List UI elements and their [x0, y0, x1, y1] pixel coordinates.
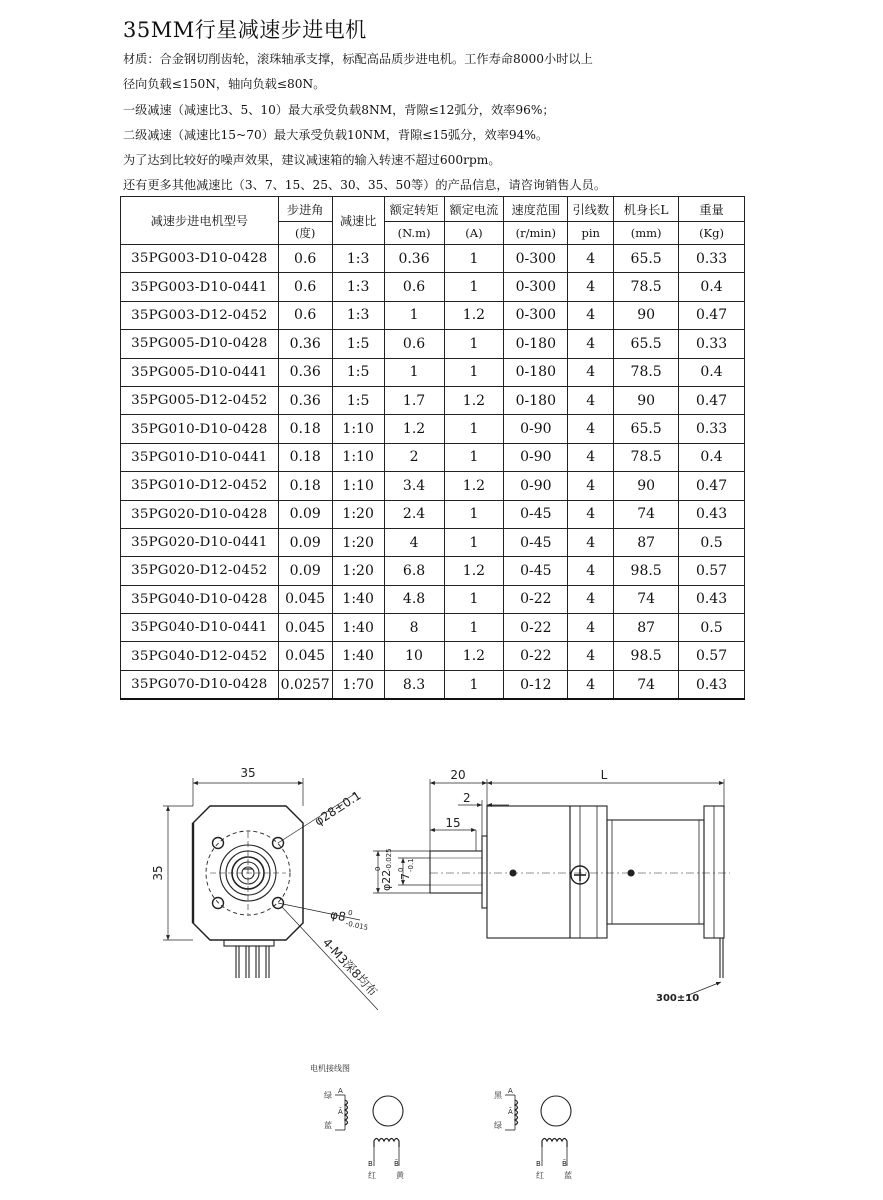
dim-side-20: 20: [450, 768, 466, 782]
unit-leads: pin: [568, 222, 614, 245]
cell-rated-current: 1: [444, 358, 504, 386]
unit-current: (A): [444, 222, 504, 245]
unit-step-angle: (度): [278, 222, 332, 245]
wiring-left-bbar-color: 黄: [396, 1171, 404, 1180]
cell-speed-range: 0-180: [504, 386, 568, 414]
dim-front-width: 35: [240, 766, 256, 780]
cell-rated-torque: 0.6: [384, 330, 444, 358]
cell-ratio: 1:10: [332, 443, 384, 471]
cell-ratio: 1:5: [332, 386, 384, 414]
cell-step-angle: 0.6: [278, 245, 332, 273]
wiring-title: 电机接线图: [310, 1064, 350, 1073]
dim-front-height: 35: [151, 865, 165, 881]
cell-model: 35PG003-D12-0452: [121, 301, 279, 329]
cell-model: 35PG010-D10-0441: [121, 443, 279, 471]
cell-step-angle: 0.18: [278, 415, 332, 443]
dim-flat-tol-lower: -0.1: [407, 858, 415, 872]
header-speed-range: 速度范围: [504, 197, 568, 222]
cell-speed-range: 0-22: [504, 642, 568, 670]
cell-leads: 4: [568, 443, 614, 471]
cell-leads: 4: [568, 585, 614, 613]
cell-step-angle: 0.045: [278, 614, 332, 642]
spec-line-material: 材质：合金钢切削齿轮，滚珠轴承支撑，标配高品质步进电机。工作寿命8000小时以上: [123, 52, 593, 66]
header-step-angle: 步进角: [278, 197, 332, 222]
dim-shaft-tol-upper: 0: [374, 866, 382, 871]
wiring-right-abar-color: 绿: [494, 1121, 502, 1130]
cell-body-length: 74: [614, 500, 679, 528]
header-weight: 重量: [679, 197, 745, 222]
cell-rated-current: 1: [444, 273, 504, 301]
cell-leads: 4: [568, 670, 614, 699]
cell-speed-range: 0-300: [504, 273, 568, 301]
dim-pcd: φ28±0.1: [312, 788, 364, 829]
cell-rated-current: 1: [444, 614, 504, 642]
cell-ratio: 1:70: [332, 670, 384, 699]
cell-rated-torque: 0.6: [384, 273, 444, 301]
cell-model: 35PG010-D12-0452: [121, 472, 279, 500]
cell-rated-current: 1: [444, 415, 504, 443]
cell-leads: 4: [568, 472, 614, 500]
cell-body-length: 98.5: [614, 557, 679, 585]
cell-leads: 4: [568, 330, 614, 358]
cell-leads: 4: [568, 614, 614, 642]
cell-step-angle: 0.36: [278, 386, 332, 414]
spec-line-stage2: 二级减速（减速比15~70）最大承受负载10NM，背隙≤15弧分，效率94%。: [123, 128, 549, 142]
cell-body-length: 90: [614, 472, 679, 500]
cell-speed-range: 0-180: [504, 330, 568, 358]
cell-ratio: 1:40: [332, 642, 384, 670]
cell-body-length: 74: [614, 585, 679, 613]
cell-step-angle: 0.045: [278, 642, 332, 670]
cell-rated-current: 1.2: [444, 386, 504, 414]
cell-speed-range: 0-90: [504, 443, 568, 471]
cell-step-angle: 0.18: [278, 443, 332, 471]
cell-rated-current: 1: [444, 585, 504, 613]
cell-body-length: 78.5: [614, 358, 679, 386]
wiring-left-abar: Ā: [338, 1108, 343, 1116]
cell-weight: 0.33: [679, 415, 745, 443]
cell-body-length: 65.5: [614, 330, 679, 358]
cell-speed-range: 0-45: [504, 528, 568, 556]
wiring-left-a: A: [338, 1087, 343, 1095]
cell-ratio: 1:40: [332, 614, 384, 642]
cell-rated-current: 1.2: [444, 557, 504, 585]
cell-rated-torque: 1: [384, 301, 444, 329]
wiring-right-b: B: [536, 1160, 541, 1168]
wiring-right-a-color: 黑: [494, 1091, 502, 1100]
cell-rated-current: 1: [444, 245, 504, 273]
unit-weight: (Kg): [679, 222, 745, 245]
wiring-right-abar: Ā: [508, 1108, 513, 1116]
cell-model: 35PG040-D10-0441: [121, 614, 279, 642]
cell-rated-torque: 0.36: [384, 245, 444, 273]
cell-model: 35PG003-D10-0428: [121, 245, 279, 273]
spec-line-noise: 为了达到比较好的噪声效果，建议减速箱的输入转速不超过600rpm。: [123, 153, 501, 167]
wiring-left-abar-color: 蓝: [324, 1121, 332, 1130]
cell-ratio: 1:5: [332, 330, 384, 358]
header-rated-current: 额定电流: [444, 197, 504, 222]
cell-ratio: 1:3: [332, 273, 384, 301]
cell-model: 35PG020-D10-0428: [121, 500, 279, 528]
cell-weight: 0.43: [679, 585, 745, 613]
wiring-right-b-color: 红: [536, 1171, 544, 1180]
cell-model: 35PG010-D10-0428: [121, 415, 279, 443]
cell-model: 35PG005-D10-0441: [121, 358, 279, 386]
cell-body-length: 98.5: [614, 642, 679, 670]
dim-shaft-tol-lower: -0.025: [385, 848, 393, 871]
cell-weight: 0.33: [679, 330, 745, 358]
cell-ratio: 1:20: [332, 557, 384, 585]
cell-leads: 4: [568, 273, 614, 301]
wiring-left-b: B: [368, 1160, 373, 1168]
spec-line-load: 径向负载≤150N，轴向负载≤80N。: [123, 77, 326, 91]
cell-rated-torque: 2.4: [384, 500, 444, 528]
header-model: 减速步进电机型号: [121, 197, 279, 245]
cell-rated-torque: 1.2: [384, 415, 444, 443]
cell-model: 35PG020-D10-0441: [121, 528, 279, 556]
cell-leads: 4: [568, 500, 614, 528]
cell-rated-current: 1.2: [444, 642, 504, 670]
cell-weight: 0.5: [679, 614, 745, 642]
cell-model: 35PG005-D10-0428: [121, 330, 279, 358]
front-view: [163, 778, 378, 1010]
dim-side-15: 15: [445, 816, 461, 830]
cell-rated-current: 1.2: [444, 301, 504, 329]
cell-body-length: 87: [614, 528, 679, 556]
cell-speed-range: 0-300: [504, 301, 568, 329]
cell-ratio: 1:10: [332, 415, 384, 443]
wiring-right-a: A: [508, 1087, 513, 1095]
unit-length: (mm): [614, 222, 679, 245]
wiring-left-a-color: 绿: [324, 1091, 332, 1100]
dim-side-L: L: [600, 768, 608, 782]
cell-weight: 0.33: [679, 245, 745, 273]
wiring-left-b-color: 红: [368, 1171, 376, 1180]
cell-body-length: 65.5: [614, 415, 679, 443]
dim-flat-tol-upper: 0: [397, 867, 405, 872]
cell-ratio: 1:40: [332, 585, 384, 613]
unit-torque: (N.m): [384, 222, 444, 245]
wiring-left-bbar: B̄: [394, 1160, 399, 1168]
cell-model: 35PG070-D10-0428: [121, 670, 279, 699]
header-rated-torque: 额定转矩: [384, 197, 444, 222]
cell-leads: 4: [568, 358, 614, 386]
cell-speed-range: 0-45: [504, 500, 568, 528]
cell-step-angle: 0.6: [278, 273, 332, 301]
cell-step-angle: 0.36: [278, 358, 332, 386]
cell-rated-torque: 10: [384, 642, 444, 670]
cell-rated-torque: 3.4: [384, 472, 444, 500]
cell-body-length: 87: [614, 614, 679, 642]
cell-weight: 0.5: [679, 528, 745, 556]
cell-leads: 4: [568, 386, 614, 414]
cell-weight: 0.4: [679, 273, 745, 301]
cell-step-angle: 0.09: [278, 528, 332, 556]
cell-weight: 0.4: [679, 358, 745, 386]
dim-pilot: φ8: [328, 907, 348, 925]
cell-leads: 4: [568, 301, 614, 329]
dim-lead-length: 300±10: [656, 993, 700, 1004]
cell-body-length: 74: [614, 670, 679, 699]
unit-speed: (r/min): [504, 222, 568, 245]
cell-rated-torque: 6.8: [384, 557, 444, 585]
cell-body-length: 78.5: [614, 273, 679, 301]
cell-ratio: 1:5: [332, 358, 384, 386]
dim-flat: 7: [399, 873, 412, 880]
cell-ratio: 1:20: [332, 528, 384, 556]
cell-body-length: 90: [614, 301, 679, 329]
cell-rated-torque: 4: [384, 528, 444, 556]
cell-speed-range: 0-12: [504, 670, 568, 699]
cell-rated-torque: 4.8: [384, 585, 444, 613]
dim-pilot-tol-upper: 0: [347, 908, 354, 918]
cell-rated-current: 1.2: [444, 472, 504, 500]
cell-weight: 0.4: [679, 443, 745, 471]
cell-model: 35PG005-D12-0452: [121, 386, 279, 414]
cell-speed-range: 0-180: [504, 358, 568, 386]
cell-model: 35PG040-D12-0452: [121, 642, 279, 670]
dim-shaft: φ22: [380, 869, 393, 891]
cell-step-angle: 0.09: [278, 500, 332, 528]
wiring-right-bbar: B̄: [562, 1160, 567, 1168]
cell-rated-current: 1: [444, 528, 504, 556]
cell-step-angle: 0.0257: [278, 670, 332, 699]
cell-speed-range: 0-22: [504, 614, 568, 642]
cell-leads: 4: [568, 245, 614, 273]
cell-speed-range: 0-22: [504, 585, 568, 613]
wiring-right-bbar-color: 蓝: [564, 1171, 572, 1180]
spec-line-contact: 还有更多其他减速比（3、7、15、25、30、35、50等）的产品信息，请咨询销售人员。: [123, 178, 607, 192]
cell-weight: 0.43: [679, 500, 745, 528]
cell-weight: 0.47: [679, 301, 745, 329]
dim-holes: 4-M3深8均布: [319, 935, 381, 999]
cell-step-angle: 0.045: [278, 585, 332, 613]
spec-line-stage1: 一级减速（减速比3、5、10）最大承受负载8NM，背隙≤12弧分，效率96%；: [123, 103, 555, 117]
cell-rated-current: 1: [444, 443, 504, 471]
cell-body-length: 65.5: [614, 245, 679, 273]
cell-weight: 0.57: [679, 557, 745, 585]
cell-weight: 0.43: [679, 670, 745, 699]
cell-step-angle: 0.36: [278, 330, 332, 358]
cell-speed-range: 0-45: [504, 557, 568, 585]
cell-leads: 4: [568, 557, 614, 585]
cell-ratio: 1:20: [332, 500, 384, 528]
cell-rated-current: 1: [444, 330, 504, 358]
cell-leads: 4: [568, 528, 614, 556]
cell-body-length: 90: [614, 386, 679, 414]
cell-ratio: 1:3: [332, 301, 384, 329]
cell-leads: 4: [568, 415, 614, 443]
cell-step-angle: 0.18: [278, 472, 332, 500]
cell-ratio: 1:10: [332, 472, 384, 500]
cell-rated-current: 1: [444, 670, 504, 699]
cell-leads: 4: [568, 642, 614, 670]
cell-rated-current: 1: [444, 500, 504, 528]
cell-rated-torque: 2: [384, 443, 444, 471]
cell-rated-torque: 8.3: [384, 670, 444, 699]
dim-pilot-tol-lower: -0.015: [344, 919, 369, 933]
document-title: 35MM行星减速步进电机: [123, 18, 367, 42]
header-body-length: 机身长L: [614, 197, 679, 222]
cell-weight: 0.47: [679, 386, 745, 414]
cell-rated-torque: 8: [384, 614, 444, 642]
wiring-diagram-right: [505, 1095, 571, 1166]
cell-weight: 0.57: [679, 642, 745, 670]
cell-model: 35PG040-D10-0428: [121, 585, 279, 613]
cell-body-length: 78.5: [614, 443, 679, 471]
cell-model: 35PG020-D12-0452: [121, 557, 279, 585]
side-view: [373, 779, 730, 996]
cell-model: 35PG003-D10-0441: [121, 273, 279, 301]
cell-speed-range: 0-90: [504, 415, 568, 443]
wiring-diagram-left: [335, 1095, 403, 1166]
header-leads: 引线数: [568, 197, 614, 222]
cell-ratio: 1:3: [332, 245, 384, 273]
cell-step-angle: 0.6: [278, 301, 332, 329]
header-ratio: 减速比: [332, 197, 384, 245]
cell-rated-torque: 1.7: [384, 386, 444, 414]
dim-side-2: 2: [463, 791, 471, 805]
cell-speed-range: 0-300: [504, 245, 568, 273]
cell-speed-range: 0-90: [504, 472, 568, 500]
cell-step-angle: 0.09: [278, 557, 332, 585]
cell-rated-torque: 1: [384, 358, 444, 386]
cell-weight: 0.47: [679, 472, 745, 500]
